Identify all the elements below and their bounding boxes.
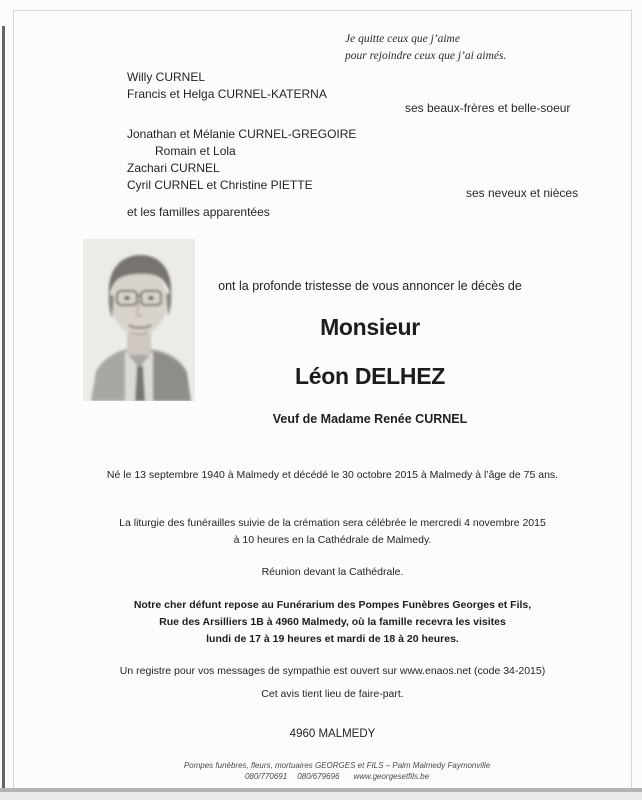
portrait-photo-image [83, 239, 195, 401]
ceremony-line1: La liturgie des funérailles suivie de la crémation sera célébrée le mercredi 4 novembre 2015 [119, 517, 546, 529]
funeral-home-contact-line [32, 771, 642, 782]
mourner-name: Willy CURNEL [127, 70, 205, 84]
website-text: www.georgesetfils.be [353, 772, 430, 781]
mourners-group-1 [127, 69, 327, 103]
deceased-title: Monsieur [320, 314, 420, 340]
life-dates-line: Né le 13 septembre 1940 à Malmedy et décédé le 30 octobre 2015 à Malmedy à l’âge de 75 ans. [106, 469, 559, 481]
phone-number: 080/770691 [244, 772, 288, 781]
condolence-register-line: Un registre pour vos messages de sympathie est ouvert sur www.enaos.net (code 34-2015) [119, 665, 546, 677]
related-families-line: et les familles apparentées [127, 205, 270, 219]
mourner-name: Zachari CURNEL [127, 161, 220, 175]
visitation-line1: Notre cher défunt repose au Funérarium des Pompes Funèbres Georges et Fils, [133, 599, 532, 611]
epitaph-quote-line1: Je quitte ceux que j’aime [345, 33, 460, 45]
visitation-line2: Rue des Arsilliers 1B à 4960 Malmedy, où la famille recevra les visites [159, 616, 506, 628]
deceased-name: Léon DELHEZ [294, 363, 446, 389]
mourner-name: Cyril CURNEL et Christine PIETTE [127, 178, 313, 192]
visitation-paragraph [25, 597, 640, 648]
funeral-home-footer [32, 760, 642, 782]
ceremony-line2: à 10 heures en la Cathédrale de Malmedy. [233, 534, 432, 546]
phone-number: 080/679696 [297, 772, 340, 781]
scan-background-strip [0, 792, 642, 800]
portrait-photo [83, 239, 195, 401]
epitaph-quote-line2: pour rejoindre ceux que j’ai aimés. [345, 50, 507, 62]
mourner-name: Francis et Helga CURNEL-KATERNA [127, 87, 327, 101]
ceremony-paragraph [25, 515, 640, 549]
relation-label-nieces-nephews: ses neveux et nièces [466, 186, 579, 200]
mourner-name: Jonathan et Mélanie CURNEL-GREGOIRE [127, 127, 357, 141]
relation-label-inlaws: ses beaux-frères et belle-soeur [405, 101, 571, 115]
epitaph-quote [345, 31, 506, 65]
widower-line: Veuf de Madame Renée CURNEL [272, 412, 468, 426]
mourners-group-2 [127, 126, 356, 194]
announcement-intro: ont la profonde tristesse de vous annoncer le décès de [218, 279, 522, 293]
mourner-name: Romain et Lola [155, 144, 236, 158]
faire-part-notice: Cet avis tient lieu de faire-part. [261, 688, 404, 700]
scan-edge-shadow [2, 26, 5, 790]
gathering-line: Réunion devant la Cathédrale. [261, 566, 404, 578]
city-line: 4960 MALMEDY [289, 728, 376, 740]
funeral-home-name-line: Pompes funèbres, fleurs, mortuaires GEORGES et FILS – Palm Malmedy Faymonville [183, 761, 491, 770]
visitation-line3: lundi de 17 à 19 heures et mardi de 18 à 20 heures. [206, 633, 459, 645]
